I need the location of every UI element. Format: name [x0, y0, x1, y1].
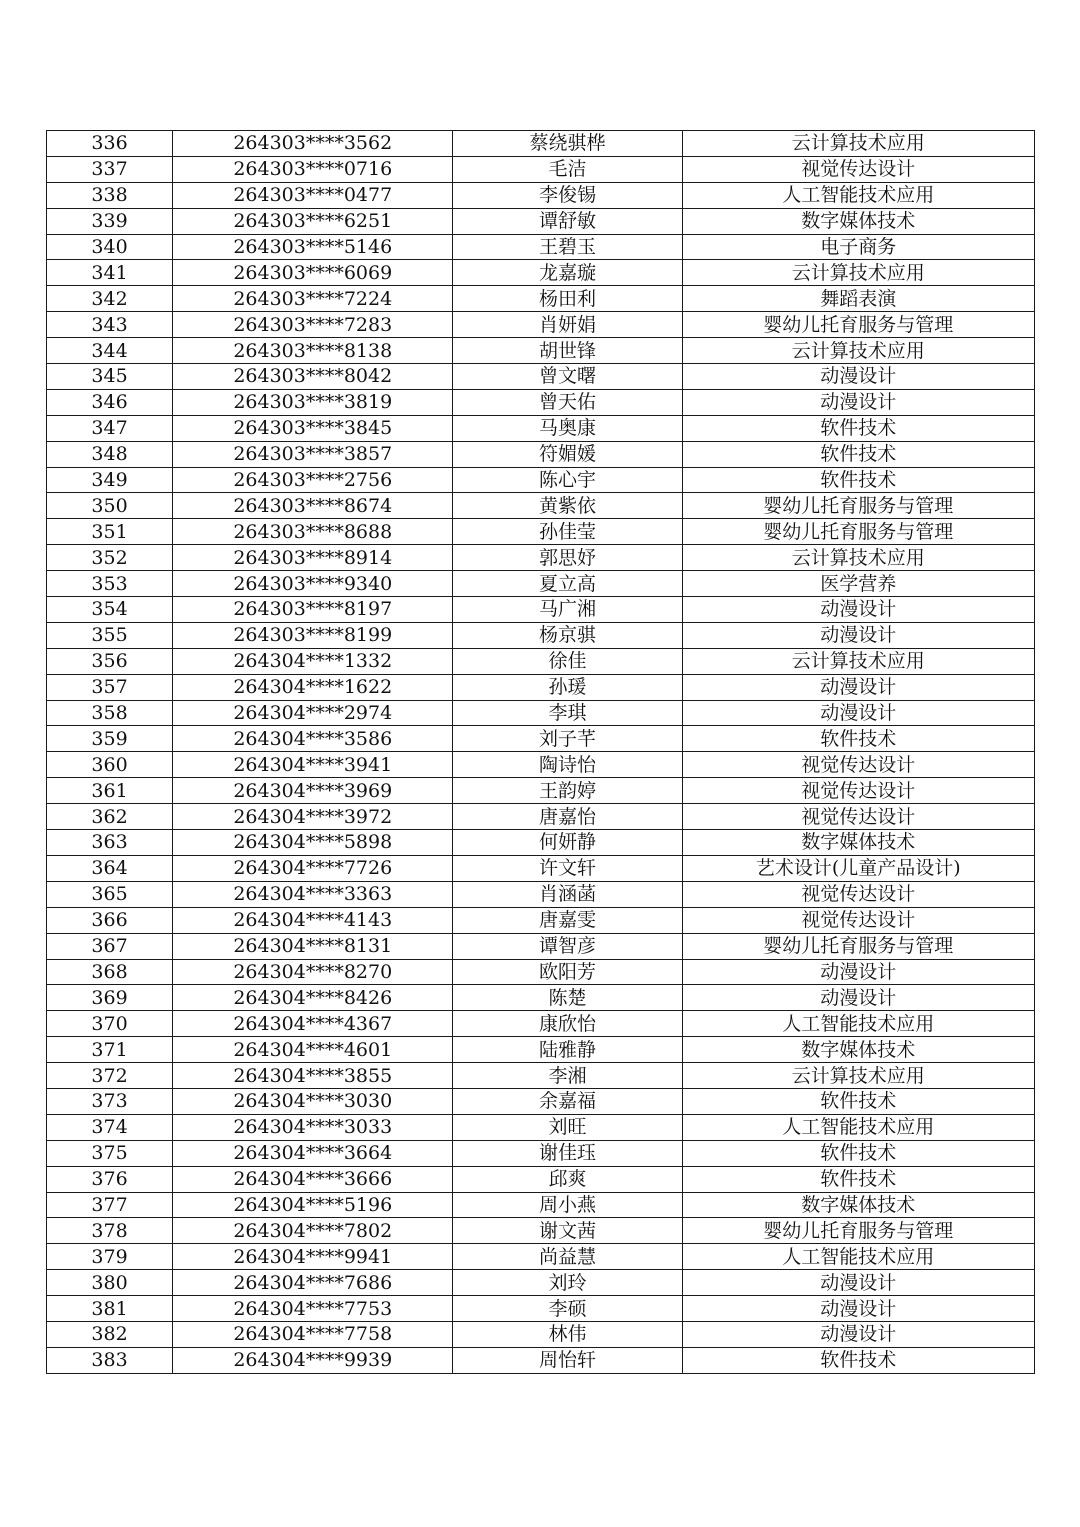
serial-number-cell: 368 — [47, 959, 173, 985]
table-row — [47, 959, 1035, 985]
major-cell: 视觉传达设计 — [682, 156, 1034, 182]
student-name-cell: 林伟 — [453, 1321, 682, 1347]
serial-number-cell: 349 — [47, 467, 173, 493]
serial-number-cell: 352 — [47, 545, 173, 571]
table-row — [47, 312, 1035, 338]
serial-number-cell: 379 — [47, 1244, 173, 1270]
serial-number-cell: 367 — [47, 933, 173, 959]
student-name-cell: 龙嘉璇 — [453, 260, 682, 286]
serial-number-cell: 381 — [47, 1296, 173, 1322]
major-cell: 动漫设计 — [682, 389, 1034, 415]
serial-number-cell: 354 — [47, 597, 173, 623]
table-row — [47, 622, 1035, 648]
id-number-cell: 264304****4601 — [173, 1037, 453, 1063]
id-number-cell: 264304****3941 — [173, 752, 453, 778]
serial-number-cell: 373 — [47, 1088, 173, 1114]
student-name-cell: 杨田利 — [453, 286, 682, 312]
student-name-cell: 徐佳 — [453, 648, 682, 674]
id-number-cell: 264303****3562 — [173, 131, 453, 157]
student-name-cell: 肖涵菡 — [453, 881, 682, 907]
id-number-cell: 264303****8688 — [173, 519, 453, 545]
serial-number-cell: 377 — [47, 1192, 173, 1218]
student-name-cell: 胡世锋 — [453, 338, 682, 364]
table-row — [47, 1011, 1035, 1037]
serial-number-cell: 339 — [47, 208, 173, 234]
id-number-cell: 264304****7753 — [173, 1296, 453, 1322]
table-row — [47, 415, 1035, 441]
id-number-cell: 264303****7224 — [173, 286, 453, 312]
id-number-cell: 264304****7758 — [173, 1321, 453, 1347]
student-name-cell: 邱爽 — [453, 1166, 682, 1192]
table-row — [47, 1296, 1035, 1322]
student-name-cell: 李硕 — [453, 1296, 682, 1322]
student-name-cell: 尚益慧 — [453, 1244, 682, 1270]
table-row — [47, 881, 1035, 907]
table-row — [47, 855, 1035, 881]
serial-number-cell: 353 — [47, 571, 173, 597]
id-number-cell: 264303****5146 — [173, 234, 453, 260]
major-cell: 动漫设计 — [682, 674, 1034, 700]
id-number-cell: 264304****7726 — [173, 855, 453, 881]
student-name-cell: 许文轩 — [453, 855, 682, 881]
major-cell: 医学营养 — [682, 571, 1034, 597]
table-row — [47, 1347, 1035, 1373]
student-name-cell: 谢文茜 — [453, 1218, 682, 1244]
serial-number-cell: 369 — [47, 985, 173, 1011]
serial-number-cell: 342 — [47, 286, 173, 312]
major-cell: 婴幼儿托育服务与管理 — [682, 519, 1034, 545]
major-cell: 舞蹈表演 — [682, 286, 1034, 312]
serial-number-cell: 358 — [47, 700, 173, 726]
student-name-cell: 王韵婷 — [453, 778, 682, 804]
student-name-cell: 何妍静 — [453, 830, 682, 856]
table-row — [47, 985, 1035, 1011]
serial-number-cell: 374 — [47, 1114, 173, 1140]
id-number-cell: 264304****1332 — [173, 648, 453, 674]
major-cell: 数字媒体技术 — [682, 830, 1034, 856]
id-number-cell: 264303****8042 — [173, 364, 453, 390]
major-cell: 云计算技术应用 — [682, 260, 1034, 286]
serial-number-cell: 336 — [47, 131, 173, 157]
id-number-cell: 264304****5898 — [173, 830, 453, 856]
id-number-cell: 264303****3857 — [173, 441, 453, 467]
student-name-cell: 蔡绕骐桦 — [453, 131, 682, 157]
table-row — [47, 1270, 1035, 1296]
student-name-cell: 马广湘 — [453, 597, 682, 623]
serial-number-cell: 371 — [47, 1037, 173, 1063]
student-name-cell: 曾文曙 — [453, 364, 682, 390]
id-number-cell: 264304****3363 — [173, 881, 453, 907]
major-cell: 软件技术 — [682, 467, 1034, 493]
major-cell: 视觉传达设计 — [682, 752, 1034, 778]
student-name-cell: 李琪 — [453, 700, 682, 726]
table-row — [47, 700, 1035, 726]
student-name-cell: 毛洁 — [453, 156, 682, 182]
serial-number-cell: 376 — [47, 1166, 173, 1192]
major-cell: 软件技术 — [682, 415, 1034, 441]
student-name-cell: 刘旺 — [453, 1114, 682, 1140]
major-cell: 动漫设计 — [682, 364, 1034, 390]
serial-number-cell: 361 — [47, 778, 173, 804]
serial-number-cell: 345 — [47, 364, 173, 390]
id-number-cell: 264303****8199 — [173, 622, 453, 648]
major-cell: 电子商务 — [682, 234, 1034, 260]
id-number-cell: 264303****8914 — [173, 545, 453, 571]
major-cell: 云计算技术应用 — [682, 648, 1034, 674]
major-cell: 动漫设计 — [682, 985, 1034, 1011]
table-row — [47, 933, 1035, 959]
id-number-cell: 264303****3819 — [173, 389, 453, 415]
serial-number-cell: 364 — [47, 855, 173, 881]
table-row — [47, 1114, 1035, 1140]
table-row — [47, 571, 1035, 597]
id-number-cell: 264304****7802 — [173, 1218, 453, 1244]
id-number-cell: 264303****6069 — [173, 260, 453, 286]
id-number-cell: 264304****3586 — [173, 726, 453, 752]
table-row — [47, 131, 1035, 157]
major-cell: 视觉传达设计 — [682, 881, 1034, 907]
serial-number-cell: 346 — [47, 389, 173, 415]
student-name-cell: 欧阳芳 — [453, 959, 682, 985]
student-name-cell: 周怡轩 — [453, 1347, 682, 1373]
student-name-cell: 陆雅静 — [453, 1037, 682, 1063]
student-name-cell: 唐嘉怡 — [453, 804, 682, 830]
major-cell: 动漫设计 — [682, 959, 1034, 985]
student-name-cell: 周小燕 — [453, 1192, 682, 1218]
table-row — [47, 182, 1035, 208]
student-name-cell: 孙瑗 — [453, 674, 682, 700]
id-number-cell: 264304****1622 — [173, 674, 453, 700]
table-row — [47, 467, 1035, 493]
major-cell: 动漫设计 — [682, 622, 1034, 648]
id-number-cell: 264303****7283 — [173, 312, 453, 338]
major-cell: 视觉传达设计 — [682, 907, 1034, 933]
major-cell: 动漫设计 — [682, 597, 1034, 623]
major-cell: 婴幼儿托育服务与管理 — [682, 312, 1034, 338]
table-row — [47, 234, 1035, 260]
student-name-cell: 曾天佑 — [453, 389, 682, 415]
id-number-cell: 264303****8197 — [173, 597, 453, 623]
major-cell: 软件技术 — [682, 1140, 1034, 1166]
student-name-cell: 黄紫依 — [453, 493, 682, 519]
student-name-cell: 余嘉福 — [453, 1088, 682, 1114]
id-number-cell: 264303****8674 — [173, 493, 453, 519]
major-cell: 人工智能技术应用 — [682, 182, 1034, 208]
serial-number-cell: 365 — [47, 881, 173, 907]
major-cell: 人工智能技术应用 — [682, 1114, 1034, 1140]
id-number-cell: 264304****9939 — [173, 1347, 453, 1373]
serial-number-cell: 382 — [47, 1321, 173, 1347]
table-row — [47, 338, 1035, 364]
table-row — [47, 493, 1035, 519]
student-name-cell: 陶诗怡 — [453, 752, 682, 778]
student-name-cell: 肖妍娟 — [453, 312, 682, 338]
serial-number-cell: 340 — [47, 234, 173, 260]
major-cell: 动漫设计 — [682, 1296, 1034, 1322]
major-cell: 云计算技术应用 — [682, 1063, 1034, 1089]
serial-number-cell: 341 — [47, 260, 173, 286]
major-cell: 云计算技术应用 — [682, 545, 1034, 571]
table-row — [47, 648, 1035, 674]
serial-number-cell: 350 — [47, 493, 173, 519]
serial-number-cell: 375 — [47, 1140, 173, 1166]
student-name-cell: 符媚媛 — [453, 441, 682, 467]
student-name-cell: 夏立高 — [453, 571, 682, 597]
table-row — [47, 156, 1035, 182]
id-number-cell: 264304****3664 — [173, 1140, 453, 1166]
id-number-cell: 264304****2974 — [173, 700, 453, 726]
table-row — [47, 545, 1035, 571]
student-roster-table — [46, 130, 1035, 1374]
student-name-cell: 杨京骐 — [453, 622, 682, 648]
serial-number-cell: 378 — [47, 1218, 173, 1244]
student-name-cell: 陈心宇 — [453, 467, 682, 493]
table-row — [47, 364, 1035, 390]
id-number-cell: 264303****8138 — [173, 338, 453, 364]
id-number-cell: 264303****9340 — [173, 571, 453, 597]
table-row — [47, 597, 1035, 623]
student-name-cell: 王碧玉 — [453, 234, 682, 260]
serial-number-cell: 356 — [47, 648, 173, 674]
serial-number-cell: 355 — [47, 622, 173, 648]
student-name-cell: 郭思妤 — [453, 545, 682, 571]
major-cell: 软件技术 — [682, 1166, 1034, 1192]
table-row — [47, 519, 1035, 545]
id-number-cell: 264304****8270 — [173, 959, 453, 985]
student-name-cell: 陈楚 — [453, 985, 682, 1011]
student-name-cell: 李湘 — [453, 1063, 682, 1089]
table-row — [47, 804, 1035, 830]
serial-number-cell: 351 — [47, 519, 173, 545]
major-cell: 婴幼儿托育服务与管理 — [682, 493, 1034, 519]
major-cell: 婴幼儿托育服务与管理 — [682, 933, 1034, 959]
serial-number-cell: 380 — [47, 1270, 173, 1296]
major-cell: 数字媒体技术 — [682, 208, 1034, 234]
major-cell: 人工智能技术应用 — [682, 1011, 1034, 1037]
table-row — [47, 1244, 1035, 1270]
major-cell: 软件技术 — [682, 1347, 1034, 1373]
table-row — [47, 830, 1035, 856]
id-number-cell: 264303****0716 — [173, 156, 453, 182]
table-row — [47, 674, 1035, 700]
serial-number-cell: 383 — [47, 1347, 173, 1373]
student-name-cell: 谭智彦 — [453, 933, 682, 959]
table-row — [47, 441, 1035, 467]
serial-number-cell: 360 — [47, 752, 173, 778]
id-number-cell: 264304****3030 — [173, 1088, 453, 1114]
major-cell: 动漫设计 — [682, 1270, 1034, 1296]
serial-number-cell: 348 — [47, 441, 173, 467]
table-row — [47, 260, 1035, 286]
id-number-cell: 264304****3033 — [173, 1114, 453, 1140]
major-cell: 动漫设计 — [682, 700, 1034, 726]
id-number-cell: 264304****3666 — [173, 1166, 453, 1192]
table-row — [47, 1088, 1035, 1114]
id-number-cell: 264303****0477 — [173, 182, 453, 208]
table-row — [47, 1037, 1035, 1063]
student-name-cell: 康欣怡 — [453, 1011, 682, 1037]
table-row — [47, 1192, 1035, 1218]
student-name-cell: 李俊锡 — [453, 182, 682, 208]
student-name-cell: 谢佳珏 — [453, 1140, 682, 1166]
major-cell: 数字媒体技术 — [682, 1192, 1034, 1218]
serial-number-cell: 338 — [47, 182, 173, 208]
serial-number-cell: 337 — [47, 156, 173, 182]
table-row — [47, 1218, 1035, 1244]
student-name-cell: 孙佳莹 — [453, 519, 682, 545]
major-cell: 动漫设计 — [682, 1321, 1034, 1347]
serial-number-cell: 370 — [47, 1011, 173, 1037]
roster-body — [47, 131, 1035, 1374]
major-cell: 视觉传达设计 — [682, 778, 1034, 804]
id-number-cell: 264304****3972 — [173, 804, 453, 830]
major-cell: 人工智能技术应用 — [682, 1244, 1034, 1270]
serial-number-cell: 363 — [47, 830, 173, 856]
major-cell: 视觉传达设计 — [682, 804, 1034, 830]
student-name-cell: 刘子芊 — [453, 726, 682, 752]
table-row — [47, 1140, 1035, 1166]
id-number-cell: 264304****8426 — [173, 985, 453, 1011]
id-number-cell: 264303****2756 — [173, 467, 453, 493]
table-row — [47, 907, 1035, 933]
table-row — [47, 1166, 1035, 1192]
table-row — [47, 1321, 1035, 1347]
major-cell: 婴幼儿托育服务与管理 — [682, 1218, 1034, 1244]
id-number-cell: 264304****3855 — [173, 1063, 453, 1089]
id-number-cell: 264304****5196 — [173, 1192, 453, 1218]
table-row — [47, 1063, 1035, 1089]
table-row — [47, 778, 1035, 804]
student-name-cell: 刘玲 — [453, 1270, 682, 1296]
major-cell: 云计算技术应用 — [682, 338, 1034, 364]
serial-number-cell: 362 — [47, 804, 173, 830]
serial-number-cell: 372 — [47, 1063, 173, 1089]
student-name-cell: 马奥康 — [453, 415, 682, 441]
table-row — [47, 286, 1035, 312]
student-name-cell: 谭舒敏 — [453, 208, 682, 234]
major-cell: 软件技术 — [682, 441, 1034, 467]
table-row — [47, 726, 1035, 752]
table-row — [47, 208, 1035, 234]
id-number-cell: 264304****3969 — [173, 778, 453, 804]
major-cell: 软件技术 — [682, 1088, 1034, 1114]
serial-number-cell: 347 — [47, 415, 173, 441]
id-number-cell: 264304****8131 — [173, 933, 453, 959]
id-number-cell: 264304****4143 — [173, 907, 453, 933]
major-cell: 数字媒体技术 — [682, 1037, 1034, 1063]
serial-number-cell: 366 — [47, 907, 173, 933]
student-name-cell: 唐嘉雯 — [453, 907, 682, 933]
id-number-cell: 264304****9941 — [173, 1244, 453, 1270]
major-cell: 云计算技术应用 — [682, 131, 1034, 157]
id-number-cell: 264303****3845 — [173, 415, 453, 441]
serial-number-cell: 357 — [47, 674, 173, 700]
major-cell: 艺术设计(儿童产品设计) — [682, 855, 1034, 881]
id-number-cell: 264303****6251 — [173, 208, 453, 234]
major-cell: 软件技术 — [682, 726, 1034, 752]
id-number-cell: 264304****7686 — [173, 1270, 453, 1296]
serial-number-cell: 344 — [47, 338, 173, 364]
id-number-cell: 264304****4367 — [173, 1011, 453, 1037]
table-row — [47, 752, 1035, 778]
serial-number-cell: 359 — [47, 726, 173, 752]
serial-number-cell: 343 — [47, 312, 173, 338]
table-row — [47, 389, 1035, 415]
